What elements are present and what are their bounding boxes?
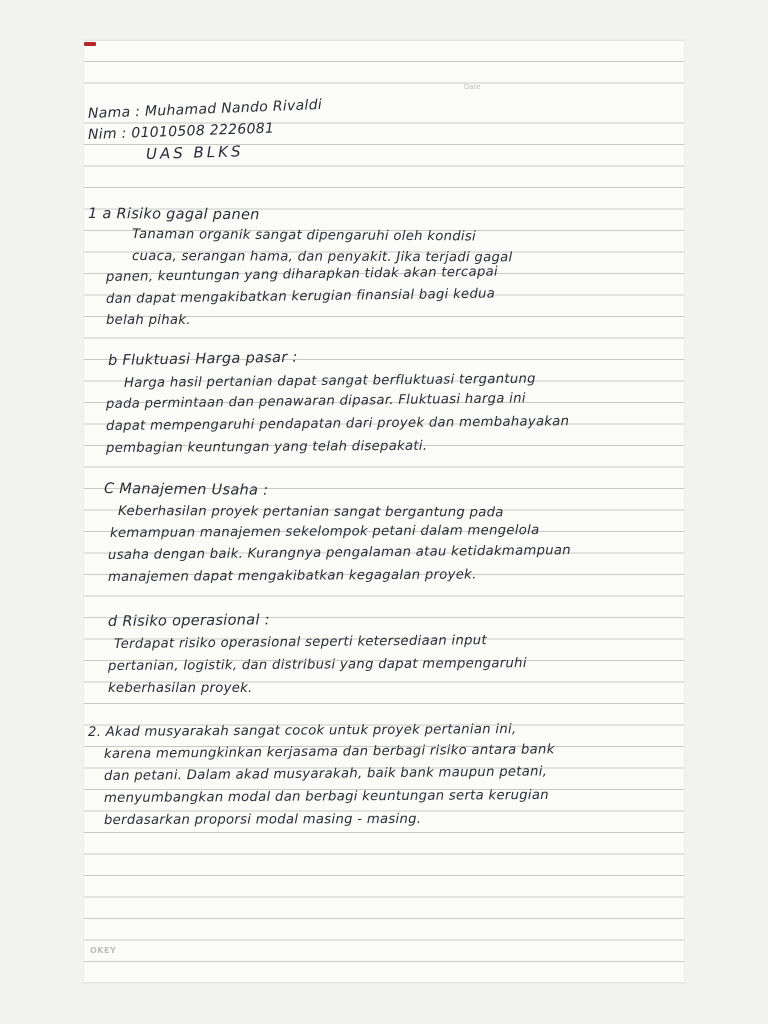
answer-1a-line: cuaca, serangan hama, dan penyakit. Jika terjadi gagal <box>131 249 513 266</box>
answer-1c-line: kemampuan manajemen sekelompok petani dalam mengelola <box>109 523 540 541</box>
answer-2-line: karena memungkinkan kerjasama dan berbagi risiko antara bank <box>103 742 555 762</box>
handwritten-answers <box>84 40 684 983</box>
answer-1d-line: pertanian, logistik, dan distribusi yang dapat mempengaruhi <box>107 656 527 674</box>
answer-1a-line: panen, keuntungan yang diharapkan tidak akan tercapai <box>105 264 499 285</box>
answer-1c-heading: C Manajemen Usaha : <box>103 481 269 499</box>
exam-title: UAS BLKS <box>145 142 244 163</box>
answer-1b-line: pada permintaan dan penawaran dipasar. Fluktuasi harga ini <box>105 391 526 412</box>
answer-1c-line: Keberhasilan proyek pertanian sangat bergantung pada <box>117 504 504 521</box>
answer-2-line: dan petani. Dalam akad musyarakah, baik bank maupun petani, <box>103 764 548 784</box>
answer-1b-heading: b Fluktuasi Harga pasar : <box>107 349 298 369</box>
answer-1b-line: pembagian keuntungan yang telah disepakati. <box>105 438 428 456</box>
answer-1b-line: Harga hasil pertanian dapat sangat berfluktuasi tergantung <box>123 371 536 391</box>
answer-1a-line: dan dapat mengakibatkan kerugian finansial bagi kedua <box>105 286 496 307</box>
answer-1c-line: manajemen dapat mengakibatkan kegagalan proyek. <box>107 567 477 585</box>
answer-1d-heading: d Risiko operasional : <box>107 612 270 630</box>
notebook-page <box>84 40 684 983</box>
answer-1d-line: keberhasilan proyek. <box>108 681 253 696</box>
nim-line: Nim : 01010508 2226081 <box>87 120 275 143</box>
answer-2-line: berdasarkan proporsi modal masing - masing. <box>103 811 422 828</box>
answer-2-line: menyumbangkan modal dan berbagi keuntungan serta kerugian <box>103 787 549 806</box>
paper-brand-logo: OKEY <box>90 946 117 955</box>
date-label: Date <box>464 84 481 91</box>
answer-1d-line: Terdapat risiko operasional seperti ketersediaan input <box>113 633 487 652</box>
answer-1a-line: Tanaman organik sangat dipengaruhi oleh kondisi <box>131 227 477 245</box>
answer-1c-line: usaha dengan baik. Kurangnya pengalaman atau ketidakmampuan <box>107 543 572 563</box>
name-line: Nama : Muhamad Nando Rivaldi <box>87 97 323 122</box>
answer-1b-line: dapat mempengaruhi pendapatan dari proyek dan membahayakan <box>105 414 570 434</box>
answer-2-line: 2. Akad musyarakah sangat cocok untuk proyek pertanian ini, <box>87 722 517 740</box>
answer-1a-line: belah pihak. <box>106 313 191 328</box>
answer-1a-heading: 1 a Risiko gagal panen <box>87 206 260 224</box>
